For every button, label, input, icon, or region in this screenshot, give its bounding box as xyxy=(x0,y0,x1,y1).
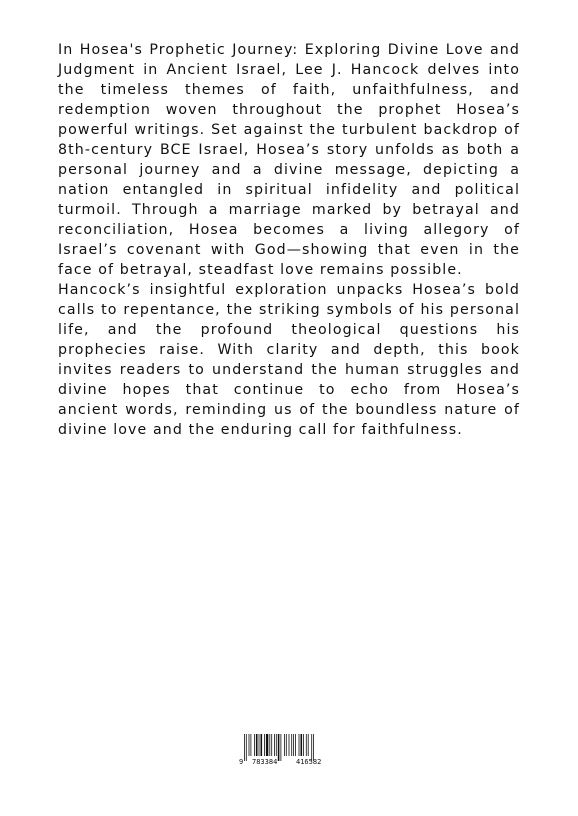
barcode-bar xyxy=(299,734,300,756)
description-paragraph-1: In Hosea's Prophetic Journey: Exploring Divine Love and Judgment in Ancient Israel, Lee J. Hancock delves into the timeless themes of faith, unfaithfulness, and redemption woven throughout the prophet Hosea’s powerful writings. Set against the turbulent backdrop of 8th-century BCE Israel, Hosea’s story unfolds as both a personal journey and a divine message, depicting a nation entangled in spiritual infidelity and political turmoil. Through a marriage marked by betrayal and reconciliation, Hosea becomes a living allegory of Israel’s covenant with God—showing that even in the face of betrayal, steadfast love remains possible. xyxy=(58,42,520,278)
barcode-bar xyxy=(251,734,252,756)
barcode-lead-digit: 9 xyxy=(239,758,244,766)
barcode-bar xyxy=(276,734,277,756)
barcode-bar xyxy=(269,734,270,756)
barcode-graphic xyxy=(238,734,338,766)
barcode-bar xyxy=(256,734,258,756)
barcode-bar xyxy=(303,734,304,756)
barcode-bar xyxy=(249,734,250,756)
barcode-bar xyxy=(254,734,255,756)
barcode-bar xyxy=(271,734,272,756)
barcode-bar xyxy=(311,734,312,761)
barcode-bar xyxy=(313,734,314,761)
barcode-bar xyxy=(308,734,309,756)
barcode-left-digits: 783384 xyxy=(252,758,278,766)
barcode-bar xyxy=(261,734,263,756)
barcode-bar xyxy=(291,734,292,756)
barcode-bar xyxy=(281,734,282,761)
barcode-bar xyxy=(286,734,287,756)
description-paragraph-2: Hancock’s insightful exploration unpacks Hosea’s bold calls to repentance, the striking symbols of his personal life, and the profound theological questions his prophecies raise. With clarity and depth, this book invites readers to understand the human struggles and divine hopes that continue to echo from Hosea’s ancient words, reminding us of the boundless nature of divine love and the enduring call for faithfulness. xyxy=(58,282,520,438)
barcode-right-digits: 416582 xyxy=(296,758,322,766)
book-description xyxy=(58,40,520,440)
barcode-bars xyxy=(244,734,314,761)
barcode-bar xyxy=(284,734,285,756)
barcode-bar xyxy=(306,734,307,756)
barcode-bar xyxy=(264,734,265,756)
barcode-bar xyxy=(274,734,275,756)
barcode-bar xyxy=(259,734,260,756)
barcode-bar xyxy=(293,734,294,756)
barcode-bar xyxy=(266,734,268,756)
barcode-bar xyxy=(295,734,296,756)
barcode-bar xyxy=(289,734,290,756)
barcode-bar xyxy=(278,734,280,761)
barcode-bar xyxy=(301,734,303,756)
barcode-bar xyxy=(246,734,247,761)
isbn-barcode xyxy=(238,734,338,766)
barcode-bar xyxy=(244,734,245,761)
